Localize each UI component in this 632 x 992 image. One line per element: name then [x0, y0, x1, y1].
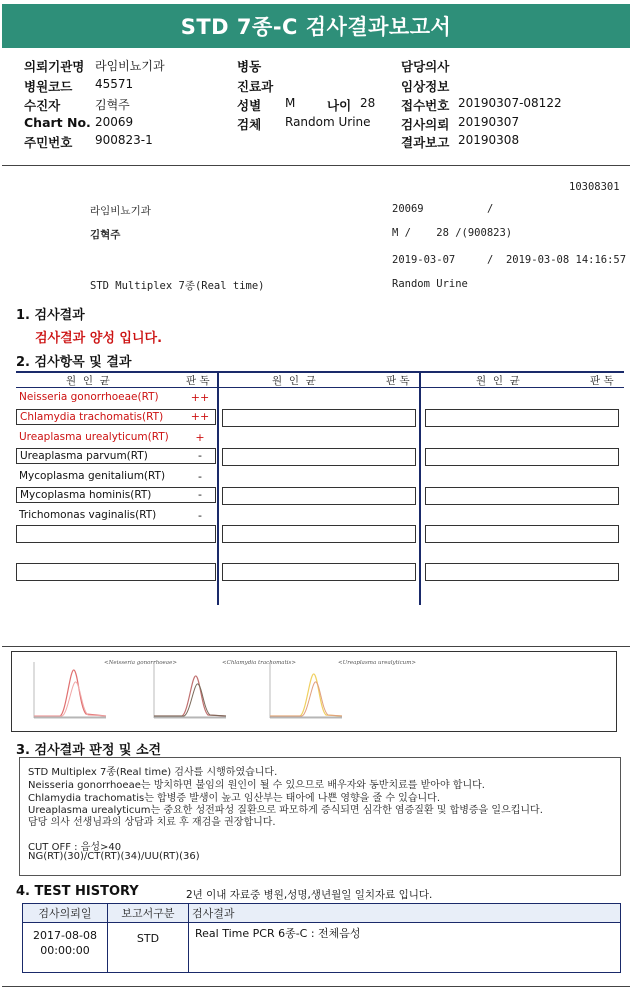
- header-divider: [2, 165, 630, 166]
- ward-label: 병동: [237, 59, 262, 74]
- info-hospital: 라임비뇨기과: [90, 205, 151, 217]
- rrn-label: 주민번호: [24, 135, 73, 150]
- empty-cell: [425, 448, 619, 466]
- empty-cell: [222, 409, 416, 427]
- code-label: 병원코드: [24, 79, 73, 94]
- pathogen-name: Ureaplasma parvum(RT): [16, 448, 216, 464]
- history-header-result: 검사결과: [192, 907, 235, 920]
- findings-line: Chlamydia trachomatis는 합병증 발생이 높고 임산부는 태아에 나쁜 영향을 줄 수 있습니다.: [28, 793, 440, 804]
- sex-value: M: [285, 96, 296, 110]
- info-patient: 김혁주: [90, 229, 121, 241]
- report-title: STD 7종-C 검사결과보고서: [2, 4, 630, 48]
- history-type: STD: [136, 932, 160, 945]
- info-test-name: STD Multiplex 7종(Real time): [90, 280, 265, 292]
- history-note: 2년 이내 자료중 병원,성명,생년월일 일치자료 입니다.: [186, 889, 433, 901]
- info-received: 2019-03-07: [392, 254, 456, 266]
- graph-label-ureaplasma: <Ureaplasma urealyticum>: [338, 660, 417, 666]
- empty-cell: [425, 409, 619, 427]
- table-column-divider: [217, 372, 219, 605]
- empty-cell: [222, 487, 416, 505]
- pathogen-result: -: [198, 509, 202, 522]
- graph-neisseria: [34, 662, 106, 718]
- graph-label-chlamydia: <Chlamydia trachomatis>: [222, 660, 296, 666]
- age-label: 나이: [327, 98, 352, 113]
- empty-cell: [222, 448, 416, 466]
- specimen-value: Random Urine: [285, 115, 371, 129]
- info-slash: /: [487, 203, 494, 215]
- findings-line: STD Multiplex 7종(Real time) 검사를 시행하였습니다.: [28, 767, 278, 778]
- report-value: 20190308: [458, 133, 520, 147]
- cutoff-text: CUT OFF : 음성>40: [28, 842, 122, 853]
- empty-cell: [425, 563, 619, 581]
- document-number: 10308301: [569, 181, 620, 193]
- section2-title: 2. 검사항목 및 결과: [16, 355, 132, 370]
- footer-divider: [2, 986, 630, 987]
- empty-cell: [222, 525, 416, 543]
- reception-value: 20190307-08122: [458, 96, 562, 110]
- history-header-type: 보고서구분: [121, 907, 175, 920]
- code-value: 45571: [95, 77, 134, 91]
- empty-cell: [425, 525, 619, 543]
- info-chart: 20069: [392, 203, 424, 215]
- col-header-pathogen-3: 원 인 균: [476, 375, 520, 387]
- col-header-judge-2: 판 독: [386, 375, 410, 387]
- age-value: 28: [360, 96, 376, 110]
- pathogen-result: -: [198, 449, 202, 462]
- table-header-border: [16, 387, 624, 388]
- specimen-label: 검체: [237, 117, 262, 132]
- graph-chlamydia: [154, 662, 226, 718]
- history-header-border: [22, 922, 621, 923]
- pathogen-name: Neisseria gonorrhoeae(RT): [19, 391, 159, 403]
- info-specimen: Random Urine: [392, 278, 468, 290]
- pathogen-result: -: [198, 488, 202, 501]
- section4-title: 4. TEST HISTORY: [16, 884, 139, 899]
- history-date: 2017-08-08: [33, 929, 97, 942]
- pathogen-name: Trichomonas vaginalis(RT): [19, 509, 157, 521]
- doctor-label: 담당의사: [401, 59, 450, 74]
- request-value: 20190307: [458, 115, 520, 129]
- result-summary: 검사결과 양성 입니다.: [35, 331, 163, 346]
- pathogen-result: ++: [190, 391, 210, 404]
- sex-label: 성별: [237, 98, 262, 113]
- col-header-pathogen-2: 원 인 균: [272, 375, 316, 387]
- patient-label: 수진자: [24, 98, 61, 113]
- findings-line: Neisseria gonorrhoeae는 방치하면 불임의 원인이 될 수 있으므로 배우자와 동반치료를 받아야 합니다.: [28, 780, 485, 791]
- findings-line: 담당 의사 선생님과의 상담과 치료 후 재검을 권장합니다.: [28, 817, 276, 828]
- request-label: 검사의뢰: [401, 117, 450, 132]
- graph-ureaplasma: [270, 662, 342, 718]
- pathogen-result: -: [198, 470, 202, 483]
- history-header-date: 검사의뢰일: [38, 907, 92, 920]
- info-reported: / 2019-03-08 14:16:57: [487, 254, 627, 266]
- col-header-pathogen-1: 원 인 균: [66, 375, 110, 387]
- rrn-value: 900823-1: [95, 133, 153, 147]
- info-sex-age: M / 28 /(900823): [392, 227, 513, 239]
- pathogen-name: Mycoplasma genitalium(RT): [19, 470, 166, 482]
- pathogen-name: Ureaplasma urealyticum(RT): [19, 431, 169, 443]
- col-header-judge-3: 판 독: [590, 375, 614, 387]
- empty-cell: [222, 563, 416, 581]
- empty-cell: [425, 487, 619, 505]
- history-column-divider: [188, 904, 189, 972]
- amplification-graphs: [11, 651, 617, 732]
- findings-line: Ureaplasma urealyticum는 중요한 성전파성 질환으로 파모하게 증식되면 심각한 염증질환 및 합병증을 일으킵니다.: [28, 805, 543, 816]
- clinical-label: 임상정보: [401, 79, 450, 94]
- hospital-value: 라임비뇨기과: [95, 59, 165, 73]
- history-time: 00:00:00: [40, 944, 90, 957]
- section3-title: 3. 검사결과 판정 및 소견: [16, 743, 162, 758]
- patient-value: 김혁주: [95, 98, 130, 112]
- empty-cell: [16, 525, 216, 543]
- pathogen-name: Mycoplasma hominis(RT): [16, 487, 216, 503]
- ct-values: NG(RT)(30)/CT(RT)(34)/UU(RT)(36): [28, 851, 200, 862]
- dept-label: 진료과: [237, 79, 274, 94]
- pathogen-result: +: [195, 431, 205, 444]
- col-header-judge-1: 판 독: [186, 375, 210, 387]
- empty-cell: [16, 563, 216, 581]
- pathogen-name: Chlamydia trachomatis(RT): [16, 409, 216, 425]
- table-column-divider: [419, 372, 421, 605]
- history-result: Real Time PCR 6종-C : 전체음성: [195, 927, 361, 940]
- chart-label: Chart No.: [24, 115, 91, 130]
- pcr-curves: [12, 652, 616, 731]
- graph-label-neisseria: <Neisseria gonorrhoeae>: [104, 660, 177, 666]
- hospital-label: 의뢰기관명: [24, 59, 85, 74]
- reception-label: 접수번호: [401, 98, 450, 113]
- pathogen-result: ++: [190, 410, 210, 423]
- section1-title: 1. 검사결과: [16, 308, 85, 323]
- report-label: 결과보고: [401, 135, 450, 150]
- section-divider: [2, 646, 630, 647]
- chart-value: 20069: [95, 115, 134, 129]
